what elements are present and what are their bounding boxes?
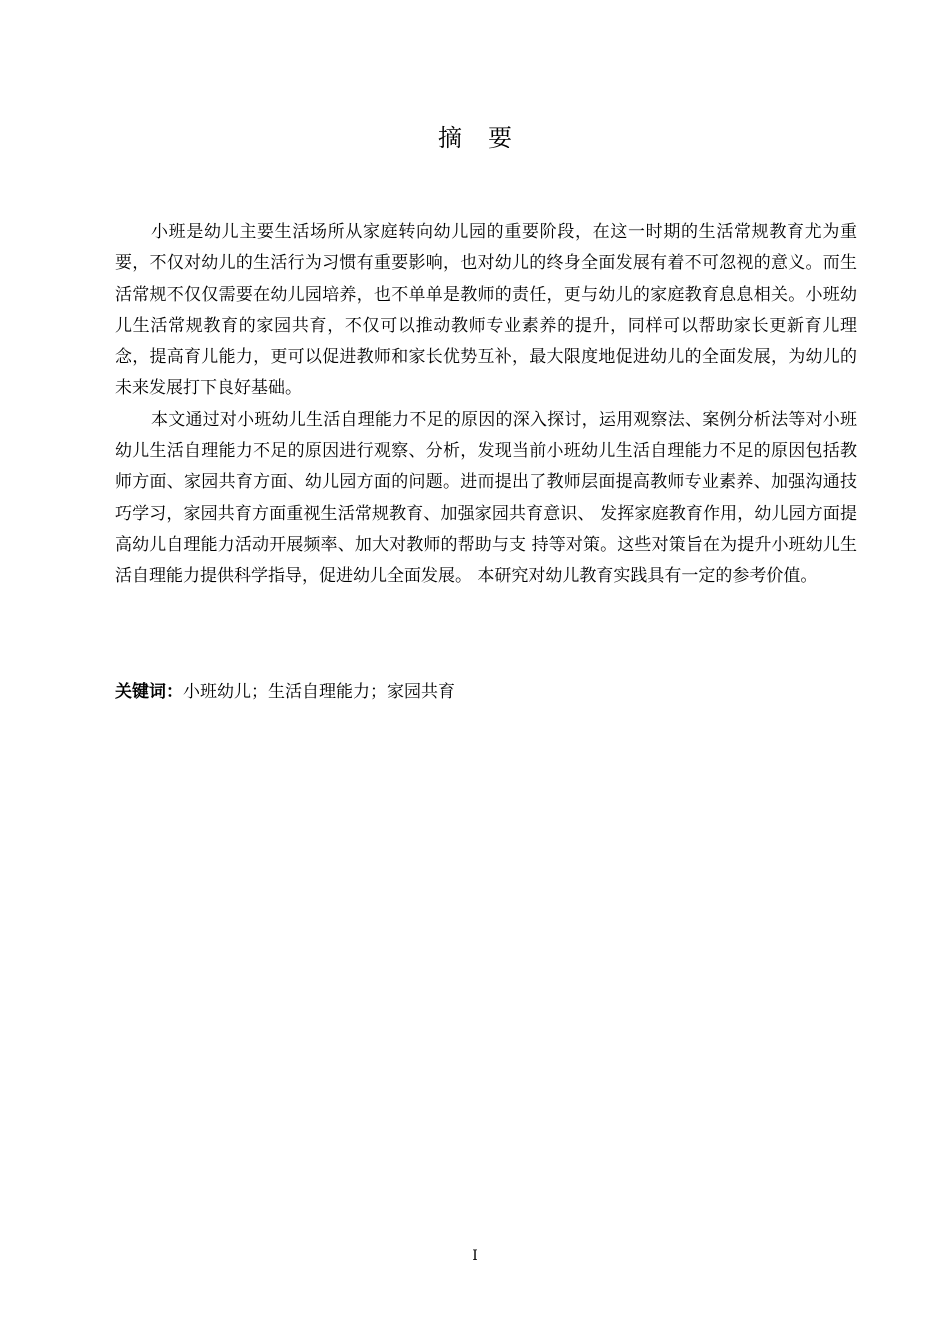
abstract-paragraph-1: 小班是幼儿主要生活场所从家庭转向幼儿园的重要阶段，在这一时期的生活常规教育尤为重要，不仅对幼儿的生活行为习惯有重要影响，也对幼儿的终身全面发展有着不可忽视的意义。而生活常规不仅仅需要在幼儿园培养，也不单单是教师的责任，更与幼儿的家庭教育息息相关。小班幼儿生活常规教育的家园共育，不仅可以推动教师专业素养的提升，同样可以帮助家长更新育儿理念，提高育儿能力，更可以促进教师和家长优势互补，最大限度地促进幼儿的全面发展，为幼儿的未来发展打下良好基础。 — [115, 222, 857, 399]
keywords-value: 小班幼儿；生活自理能力；家园共育 — [183, 682, 455, 702]
abstract-paragraph-2: 本文通过对小班幼儿生活自理能力不足的原因的深入探讨，运用观察法、案例分析法等对小班幼儿生活自理能力不足的原因进行观察、分析，发现当前小班幼儿生活自理能力不足的原因包括教师方面、家园共育方面、幼儿园方面的问题。进而提出了教师层面提高教师专业素养、加强沟通技巧学习，家园共育方面重视生活常规教育、加强家园共育意识、 发挥家庭教育作用，幼儿园方面提高幼儿自理能力活动开展频率、加大对教师的帮助与支 持等对策。这些对策旨在为提升小班幼儿生活自理能力提供科学指导，促进幼儿全面发展。 本研究对幼儿教育实践具有一定的参考价值。 — [115, 409, 857, 587]
abstract-title: 摘要 — [438, 124, 538, 152]
keywords-line — [115, 678, 857, 706]
keywords-label: 关键词： — [115, 682, 183, 702]
page-number: I — [472, 1248, 478, 1264]
abstract-body — [115, 217, 857, 593]
